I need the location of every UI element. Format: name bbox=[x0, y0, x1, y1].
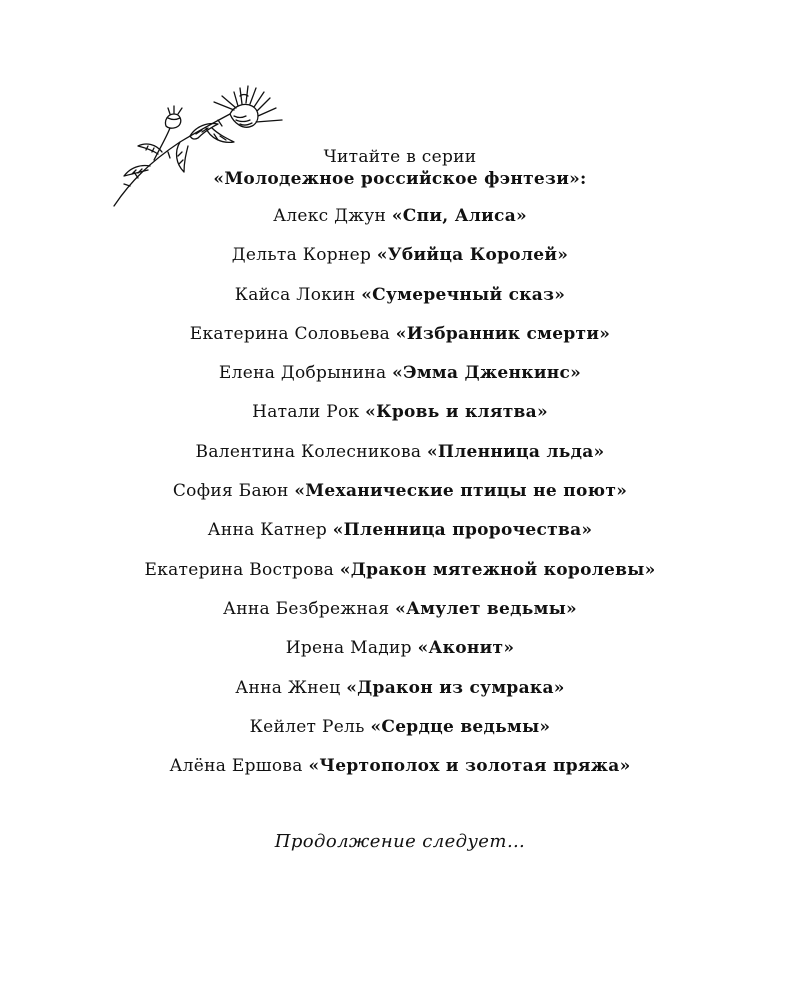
book-author: Алекс Джун bbox=[273, 206, 387, 226]
book-title: «Дракон из сумрака» bbox=[346, 677, 565, 698]
book-list bbox=[0, 203, 800, 792]
continuation-note: Продолжение следует… bbox=[274, 831, 526, 852]
list-item bbox=[0, 635, 800, 674]
series-intro: Читайте в серии bbox=[323, 147, 477, 167]
book-title: «Убийца Королей» bbox=[376, 245, 569, 266]
book-author: Алёна Ершова bbox=[169, 756, 303, 777]
book-title: «Кровь и клятва» bbox=[365, 402, 548, 423]
book-title: «Сумеречный сказ» bbox=[361, 284, 566, 305]
book-author: Екатерина Вострова bbox=[144, 559, 335, 580]
book-title: «Эмма Дженкинс» bbox=[392, 363, 582, 384]
book-author: Натали Рок bbox=[252, 402, 360, 423]
list-item bbox=[0, 675, 800, 714]
list-item bbox=[0, 321, 800, 360]
list-item bbox=[0, 360, 800, 399]
book-title: «Механические птицы не поют» bbox=[294, 481, 628, 502]
list-item bbox=[0, 557, 800, 596]
book-title: «Спи, Алиса» bbox=[391, 206, 527, 226]
list-item bbox=[0, 478, 800, 517]
book-author: Анна Безбрежная bbox=[223, 598, 390, 619]
list-item bbox=[0, 714, 800, 753]
book-author: Елена Добрынина bbox=[218, 363, 387, 384]
book-author: Екатерина Соловьева bbox=[189, 323, 391, 344]
book-author: Дельта Корнер bbox=[231, 245, 372, 266]
list-item bbox=[0, 517, 800, 556]
book-author: Валентина Колесникова bbox=[195, 441, 422, 462]
list-item bbox=[0, 282, 800, 321]
book-title: «Пленница льда» bbox=[426, 441, 605, 462]
series-header bbox=[0, 146, 800, 190]
book-author: София Баюн bbox=[172, 481, 289, 502]
book-title: «Избранник смерти» bbox=[395, 323, 611, 344]
list-item bbox=[0, 203, 800, 242]
book-author: Кайса Локин bbox=[234, 284, 356, 305]
book-title: «Чертополох и золотая пряжа» bbox=[308, 756, 631, 777]
book-author: Ирена Мадир bbox=[285, 638, 412, 659]
book-title: «Амулет ведьмы» bbox=[395, 598, 577, 619]
book-author: Анна Катнер bbox=[207, 520, 328, 541]
list-item bbox=[0, 439, 800, 478]
book-author: Кейлет Рель bbox=[249, 716, 365, 737]
series-title: «Молодежное российское фэнтези»: bbox=[213, 169, 587, 189]
list-item bbox=[0, 399, 800, 438]
book-title: «Аконит» bbox=[417, 638, 515, 659]
list-item bbox=[0, 596, 800, 635]
list-item bbox=[0, 753, 800, 792]
book-title: «Сердце ведьмы» bbox=[370, 716, 551, 737]
list-item bbox=[0, 242, 800, 281]
book-title: «Пленница пророчества» bbox=[332, 520, 593, 541]
book-title: «Дракон мятежной королевы» bbox=[339, 559, 656, 580]
book-author: Анна Жнец bbox=[235, 677, 341, 698]
